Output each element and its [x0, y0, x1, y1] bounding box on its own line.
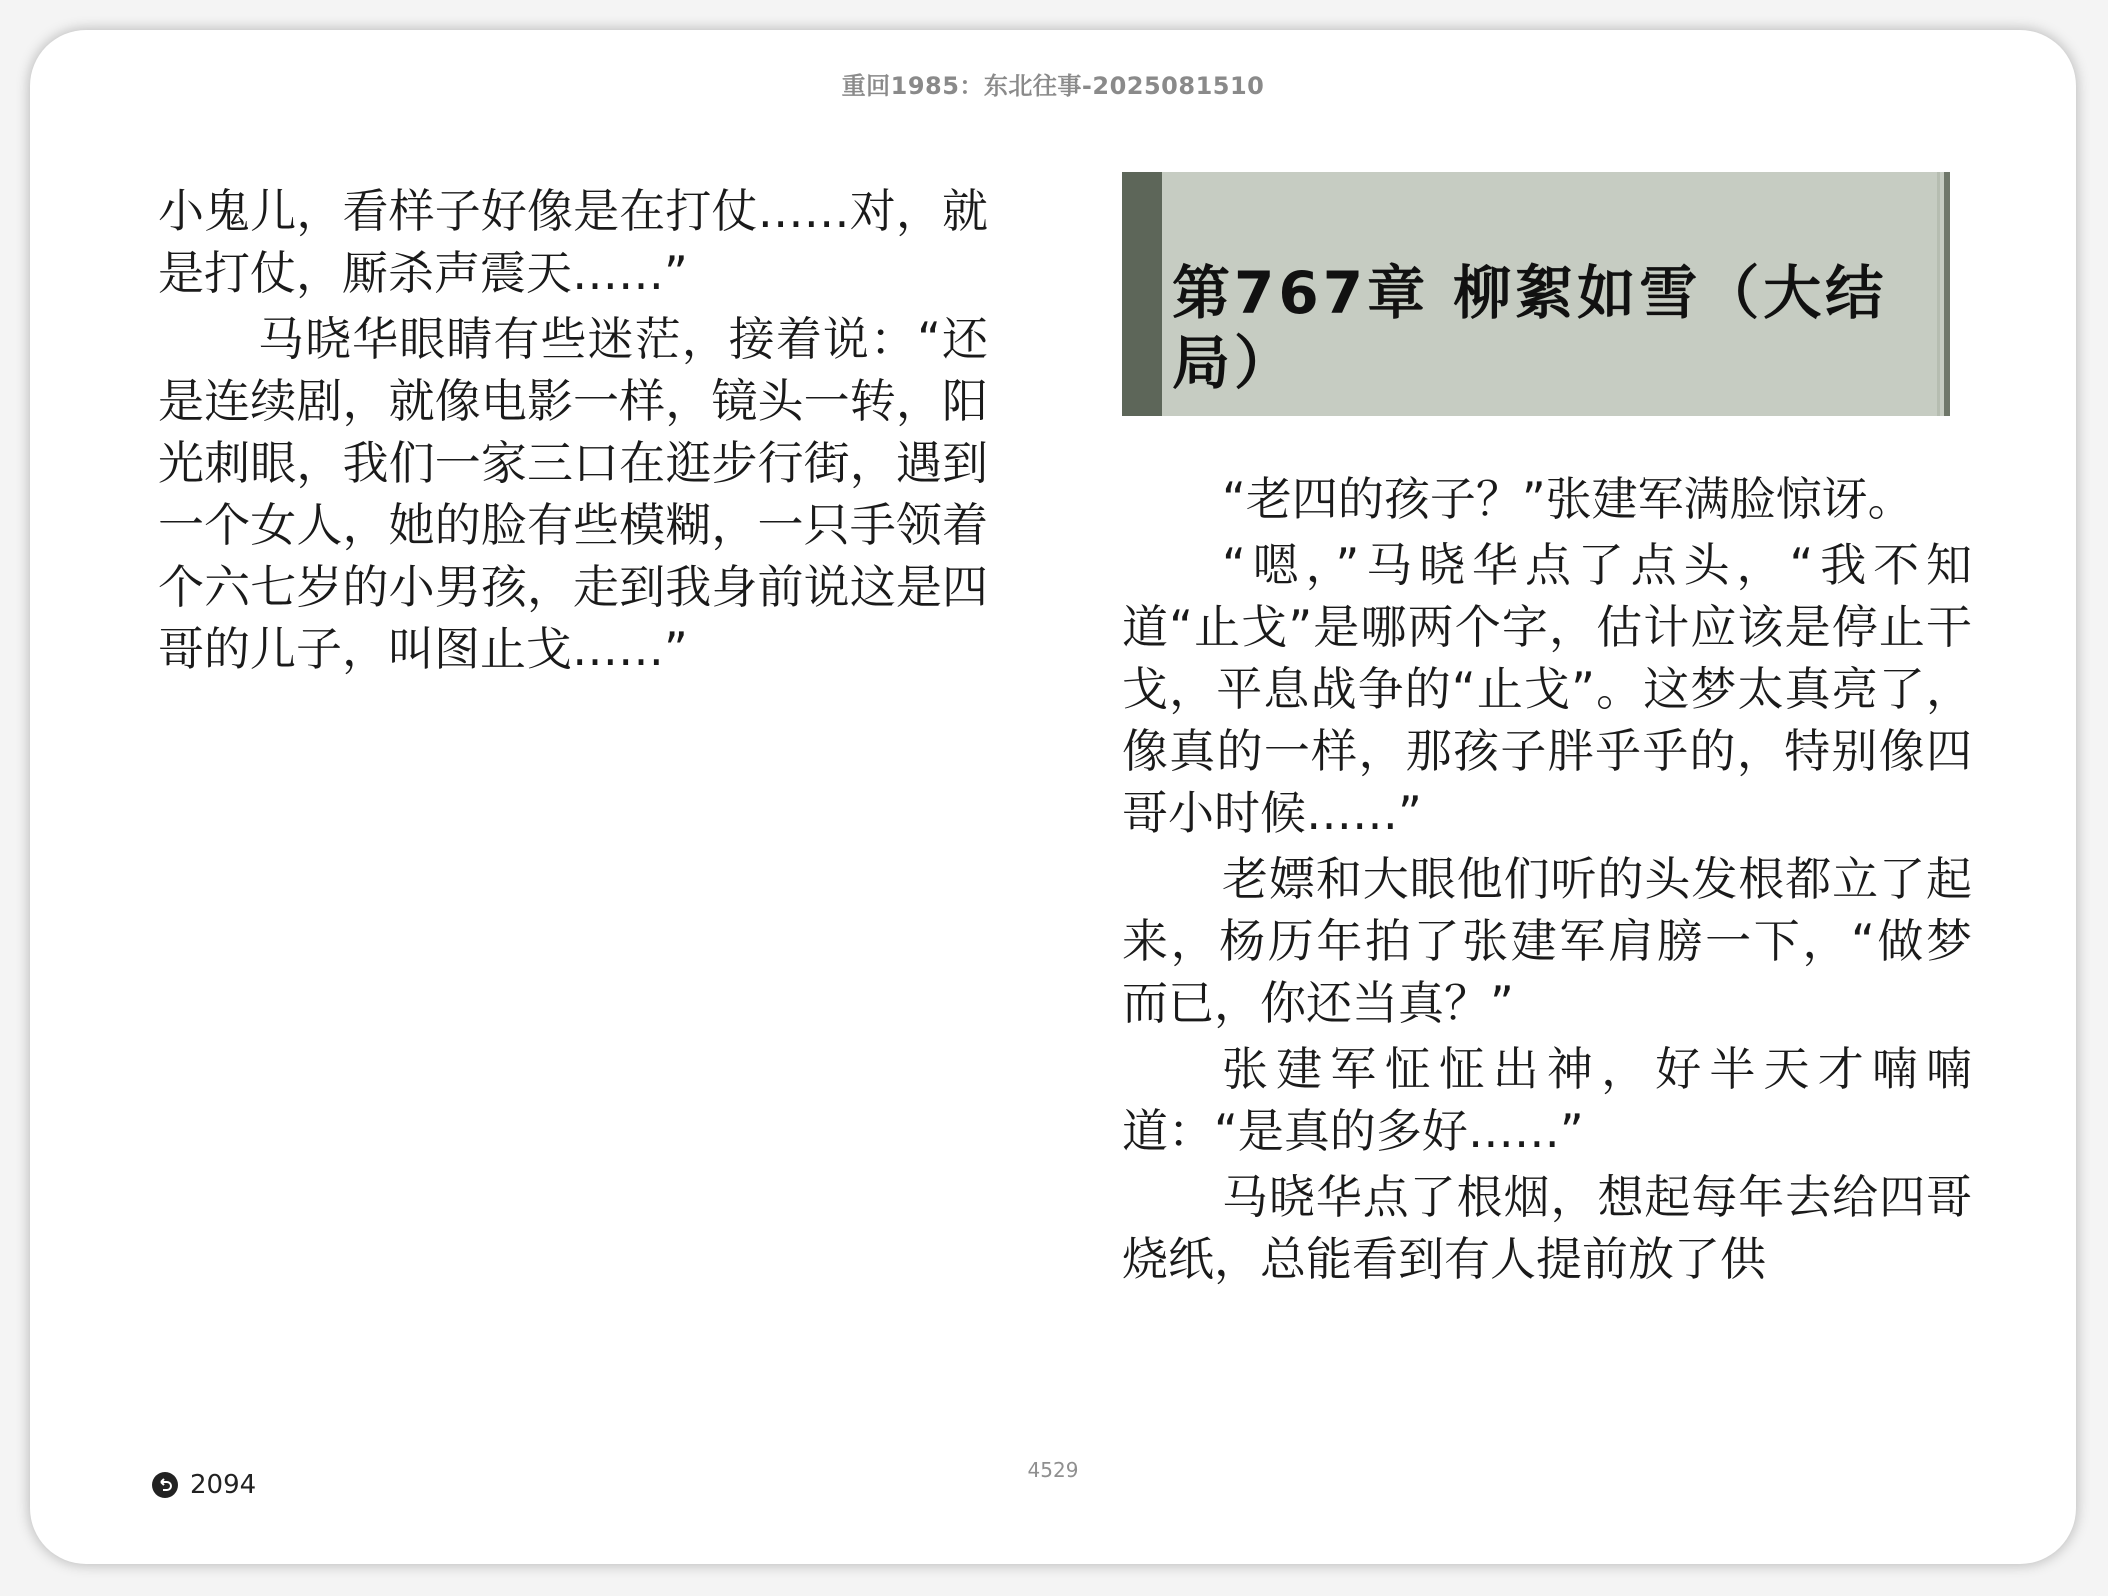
paragraph: 马晓华眼睛有些迷茫，接着说：“还是连续剧，就像电影一样，镜头一转，阳光刺眼，我们一家三口在逛步行街，遇到一个女人，她的脸有些模糊，一只手领着个六七岁的小男孩，走到我身前说这是四哥的儿子，叫图止戈……”: [158, 312, 988, 676]
right-page[interactable]: [1122, 172, 1972, 1294]
paragraph: “嗯，”马晓华点了点头，“我不知道“止戈”是哪两个字，估计应该是停止干戈，平息战争的“止戈”。这梦太真亮了，像真的一样，那孩子胖乎乎的，特别像四哥小时候……”: [1122, 538, 1972, 840]
chapter-banner: [1122, 172, 1950, 416]
book-title: 重回1985：东北往事-2025081510: [841, 72, 1265, 100]
reader-window: [30, 30, 2076, 1564]
paragraph: “老四的孩子？”张建军满脸惊讶。: [1222, 472, 1914, 526]
paragraph: 小鬼儿，看样子好像是在打仗……对，就是打仗，厮杀声震天……”: [158, 184, 988, 300]
page-number: 4529: [1027, 1458, 1079, 1482]
back-location-label: 2094: [190, 1470, 257, 1500]
chapter-title: 第767章 柳絮如雪（大结局）: [1172, 259, 1888, 397]
paragraph: 张建军怔怔出神，好半天才喃喃道：“是真的多好……”: [1122, 1042, 1972, 1158]
paragraph: 马晓华点了根烟，想起每年去给四哥烧纸，总能看到有人提前放了供: [1122, 1170, 1972, 1286]
left-page[interactable]: [158, 180, 988, 684]
paragraph: 老嫖和大眼他们听的头发根都立了起来，杨历年拍了张建军肩膀一下，“做梦而已，你还当真？”: [1122, 852, 1972, 1030]
